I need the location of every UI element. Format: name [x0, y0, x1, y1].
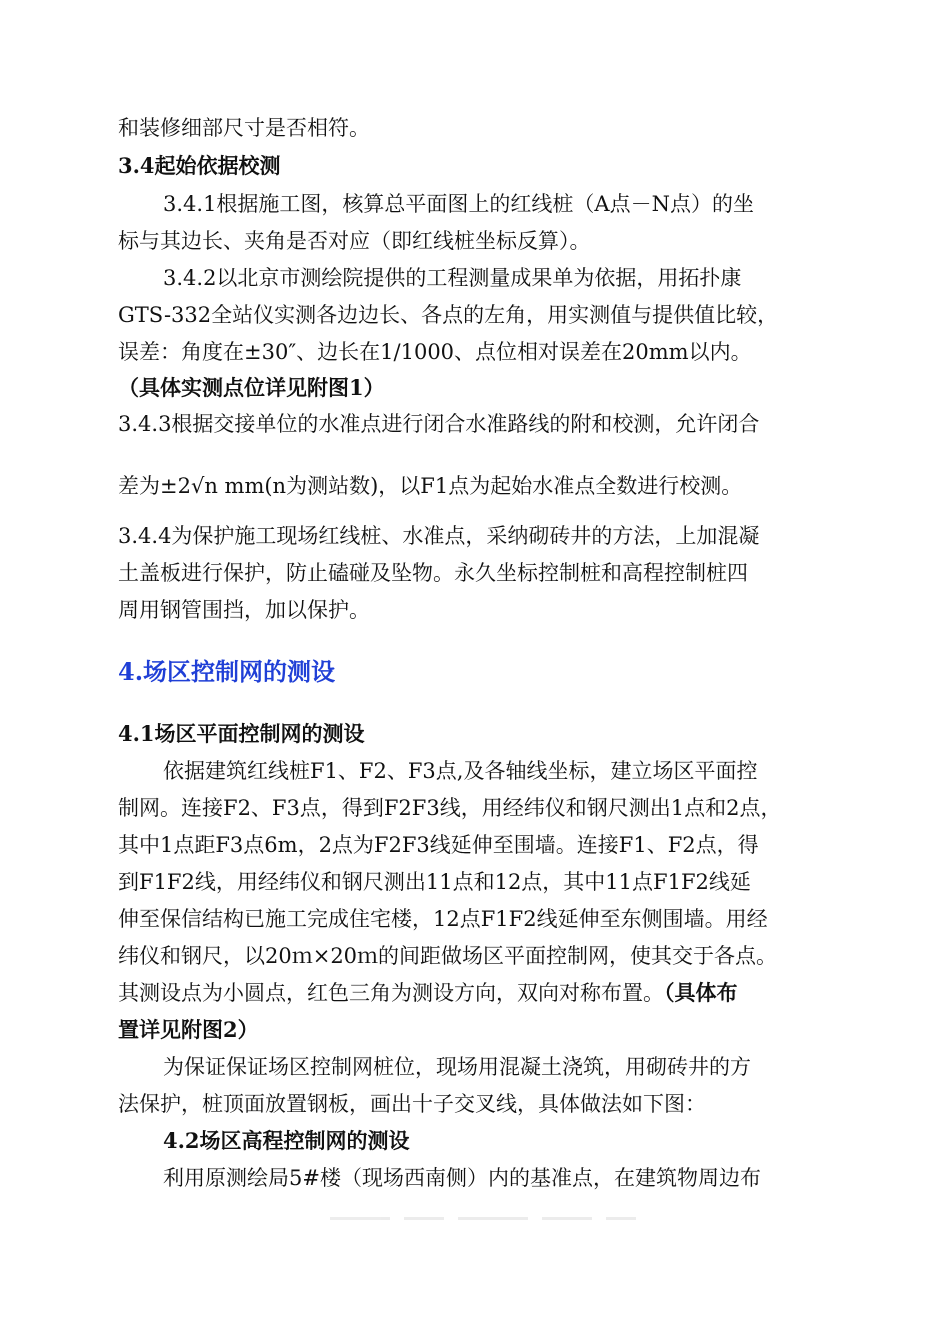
paragraph-line: 到F1F2线，用经纬仪和钢尺测出11点和12点，其中11点F1F2线延: [118, 870, 751, 894]
paragraph-line: 误差：角度在±30″、边长在1/1000、点位相对误差在20mm以内。: [118, 340, 752, 364]
paragraph-line: 3.4.3根据交接单位的水准点进行闭合水准路线的附和校测，允许闭合: [118, 412, 760, 436]
paragraph-text-bold: （具体布: [664, 980, 738, 1005]
paragraph-line: 标与其边长、夹角是否对应（即红线桩坐标反算）。: [118, 229, 591, 253]
paragraph-line: [118, 978, 838, 1008]
paragraph-line: 周用钢管围挡，加以保护。: [118, 598, 370, 622]
section-heading-4-1: 4.1场区平面控制网的测设: [118, 721, 365, 746]
paragraph-line-bold: 置详见附图2）: [118, 1017, 259, 1042]
paragraph-line: 差为±2√n mm(n为测站数)，以F1点为起始水准点全数进行校测。: [118, 474, 743, 498]
paragraph-line-bold: （具体实测点位详见附图1）: [118, 375, 385, 400]
paragraph-line: 法保护，桩顶面放置钢板，画出十子交叉线，具体做法如下图：: [118, 1092, 706, 1116]
paragraph-line: 3.4.2以北京市测绘院提供的工程测量成果单为依据，用拓扑康: [163, 266, 742, 290]
section-heading-4-2: 4.2场区高程控制网的测设: [163, 1128, 410, 1153]
paragraph-line: 3.4.4为保护施工现场红线桩、水准点，采纳砌砖井的方法，上加混凝: [118, 524, 760, 548]
chapter-heading-4: 4.场区控制网的测设: [118, 657, 336, 686]
paragraph-line: 和装修细部尺寸是否相符。: [118, 116, 370, 140]
faded-line-remnant: [330, 1208, 660, 1228]
paragraph-line: GTS-332全站仪实测各边边长、各点的左角，用实测值与提供值比较，: [118, 303, 779, 327]
paragraph-line: 3.4.1根据施工图，核算总平面图上的红线桩（A点－N点）的坐: [163, 192, 754, 216]
paragraph-line: 土盖板进行保护，防止磕碰及坠物。永久坐标控制桩和高程控制桩四: [118, 561, 748, 585]
section-heading-3-4: 3.4起始依据校测: [118, 153, 281, 178]
paragraph-line: 制网。连接F2、F3点，得到F2F3线，用经纬仪和钢尺测出1点和2点，: [118, 796, 782, 820]
paragraph-line: 依据建筑红线桩F1、F2、F3点,及各轴线坐标，建立场区平面控: [163, 759, 758, 783]
paragraph-line: 利用原测绘局5#楼（现场西南侧）内的基准点，在建筑物周边布: [163, 1166, 761, 1190]
paragraph-line: 纬仪和钢尺，以20ｍ×20ｍ的间距做场区平面控制网，使其交于各点。: [118, 944, 778, 968]
paragraph-text: 其测设点为小圆点，红色三角为测设方向，双向对称布置。: [118, 981, 664, 1005]
paragraph-line: 伸至保信结构已施工完成住宅楼，12点F1F2线延伸至东侧围墙。用经: [118, 907, 768, 931]
paragraph-line: 其中1点距F3点6m，2点为F2F3线延伸至围墙。连接F1、F2点，得: [118, 833, 759, 857]
paragraph-line: 为保证保证场区控制网桩位，现场用混凝土浇筑，用砌砖井的方: [163, 1055, 751, 1079]
